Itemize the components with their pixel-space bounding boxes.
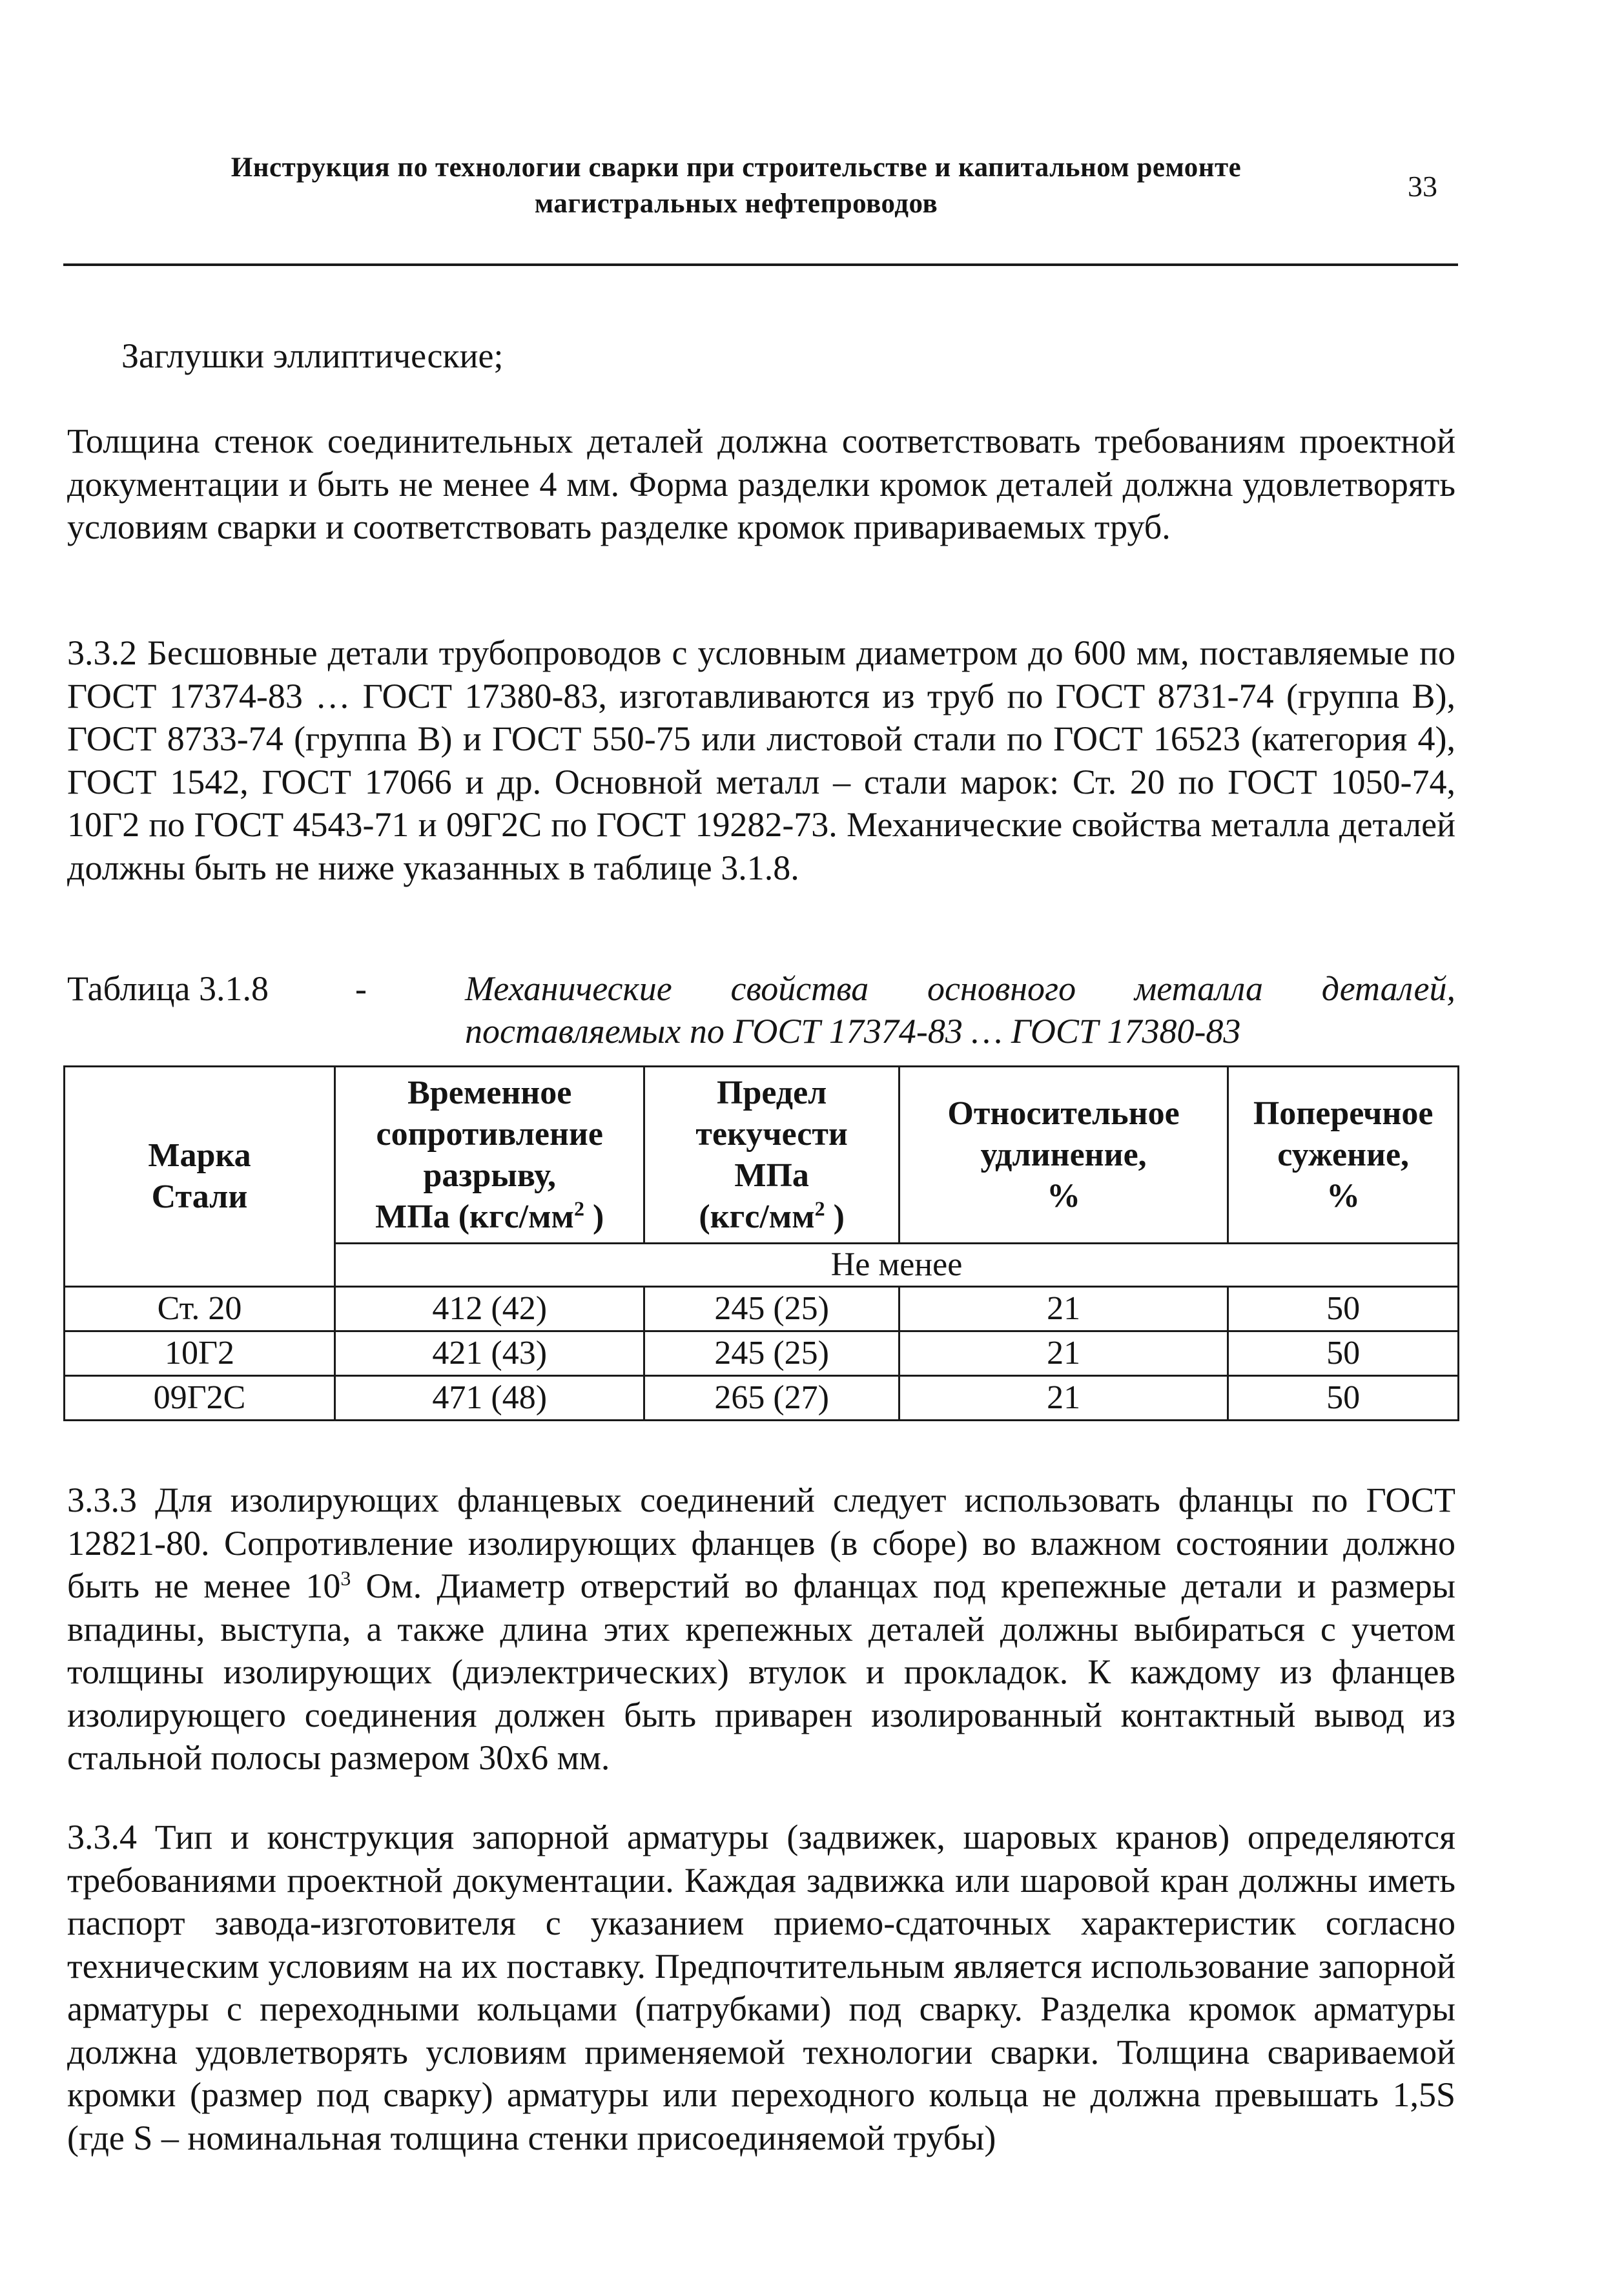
table-row [65,1376,1459,1421]
cell-yield: 245 (25) [644,1287,899,1331]
header-yield-strength: Предел текучести МПа ($кгс/мм^2$ ) [644,1067,899,1244]
cell-yield: 245 (25) [644,1331,899,1376]
paragraph-wall-thickness: Толщина стенок соединительных деталей должна соответствовать требованиям проектной документации и быть не менее 4 мм. Форма разделки кромок деталей должна удовлетворять условиям сварки и соответствовать разделке кромок привариваемых труб. [67,422,1455,546]
header-tensile-strength: Временное сопротивление разрыву, МПа ($кгс/мм^2$ ) [334,1067,644,1244]
table-caption-label: Таблица 3.1.8 [67,969,269,1008]
paragraph-3-3-2: 3.3.2 Бесшовные детали трубопроводов с условным диаметром до 600 мм, поставляемые по ГОСТ 17374-83 … ГОСТ 17380-83, изготавливаются из труб по ГОСТ 8731-74 (группа В), ГОСТ 8733-74 (группа В) и ГОСТ 550-75 или листовой стали по ГОСТ 16523 (категория 4), ГОСТ 1542, ГОСТ 17066 и др. Основной металл – стали марок: Ст. 20 по ГОСТ 1050-74, 10Г2 по ГОСТ 4543-71 и 09Г2С по ГОСТ 19282-73. Механические свойства металла деталей должны быть не ниже указанных в таблице 3.1.8. [67,633,1455,887]
table-caption-dash: - [355,969,367,1008]
cell-tensile: 471 (48) [334,1376,644,1421]
cell-tensile: 421 (43) [334,1331,644,1376]
paragraph-caps: Заглушки эллиптические; [121,336,504,375]
paragraph-3-3-4: 3.3.4 Тип и конструкция запорной арматуры (задвижек, шаровых кранов) определяются требованиями проектной документации. Каждая задвижка или шаровой кран должны иметь паспорт завода-изготовителя с указанием приемо-сдаточных характеристик согласно техническим условиям на их поставку. Предпочтительным является использование запорной арматуры с переходными кольцами (патрубками) под сварку. Разделка кромок арматуры должна удовлетворять условиям применяемой технологии сварки. Толщина свариваемой кромки (размер под сварку) арматуры или переходного кольца не должна превышать 1,5S (где S – номинальная толщина стенки присоединяемой трубы) [67,1818,1455,2157]
table-caption-text: Механические свойства основного металла деталей, поставляемых по ГОСТ 17374-83 … ГОСТ 17380-83 [465,969,1455,1051]
table-row [65,1331,1459,1376]
table-row [65,1287,1459,1331]
header-elongation: Относительное удлинение, % [899,1067,1228,1244]
cell-elongation: 21 [899,1331,1228,1376]
page-header [123,150,1350,222]
cell-reduction: 50 [1228,1287,1459,1331]
cell-tensile: 412 (42) [334,1287,644,1331]
header-steel-grade: Марка Стали [65,1067,335,1287]
header-reduction: Поперечное сужение, % [1228,1067,1459,1244]
cell-reduction: 50 [1228,1331,1459,1376]
header-not-less-than: Не менее [334,1244,1458,1287]
table-caption-title [355,967,1455,1053]
mechanical-properties-table [63,1065,1459,1421]
cell-grade: Ст. 20 [65,1287,335,1331]
header-divider [63,263,1458,266]
cell-elongation: 21 [899,1287,1228,1331]
cell-yield: 265 (27) [644,1376,899,1421]
paragraph-3-3-3: 3.3.3 Для изолирующих фланцевых соединений следует использовать фланцы по ГОСТ 12821-80. Сопротивление изолирующих фланцев (в сборе) во влажном состоянии должно быть не менее $10^3$ Ом. Диаметр отверстий во фланцах под крепежные детали и размеры впадины, выступа, а также длина этих крепежных деталей должны выбираться с учетом толщины изолирующих (диэлектрических) втулок и прокладок. К каждому из фланцев изолирующего соединения должен быть приварен изолированный контактный вывод из стальной полосы размером 30х6 мм. [67,1481,1455,1777]
page-number: 33 [1408,170,1437,203]
cell-grade: 10Г2 [65,1331,335,1376]
header-title-line1: Инструкция по технологии сварки при строительстве и капитальном ремонте [231,152,1242,183]
cell-grade: 09Г2С [65,1376,335,1421]
cell-elongation: 21 [899,1376,1228,1421]
header-title-line2: магистральных нефтепроводов [534,189,938,219]
cell-reduction: 50 [1228,1376,1459,1421]
